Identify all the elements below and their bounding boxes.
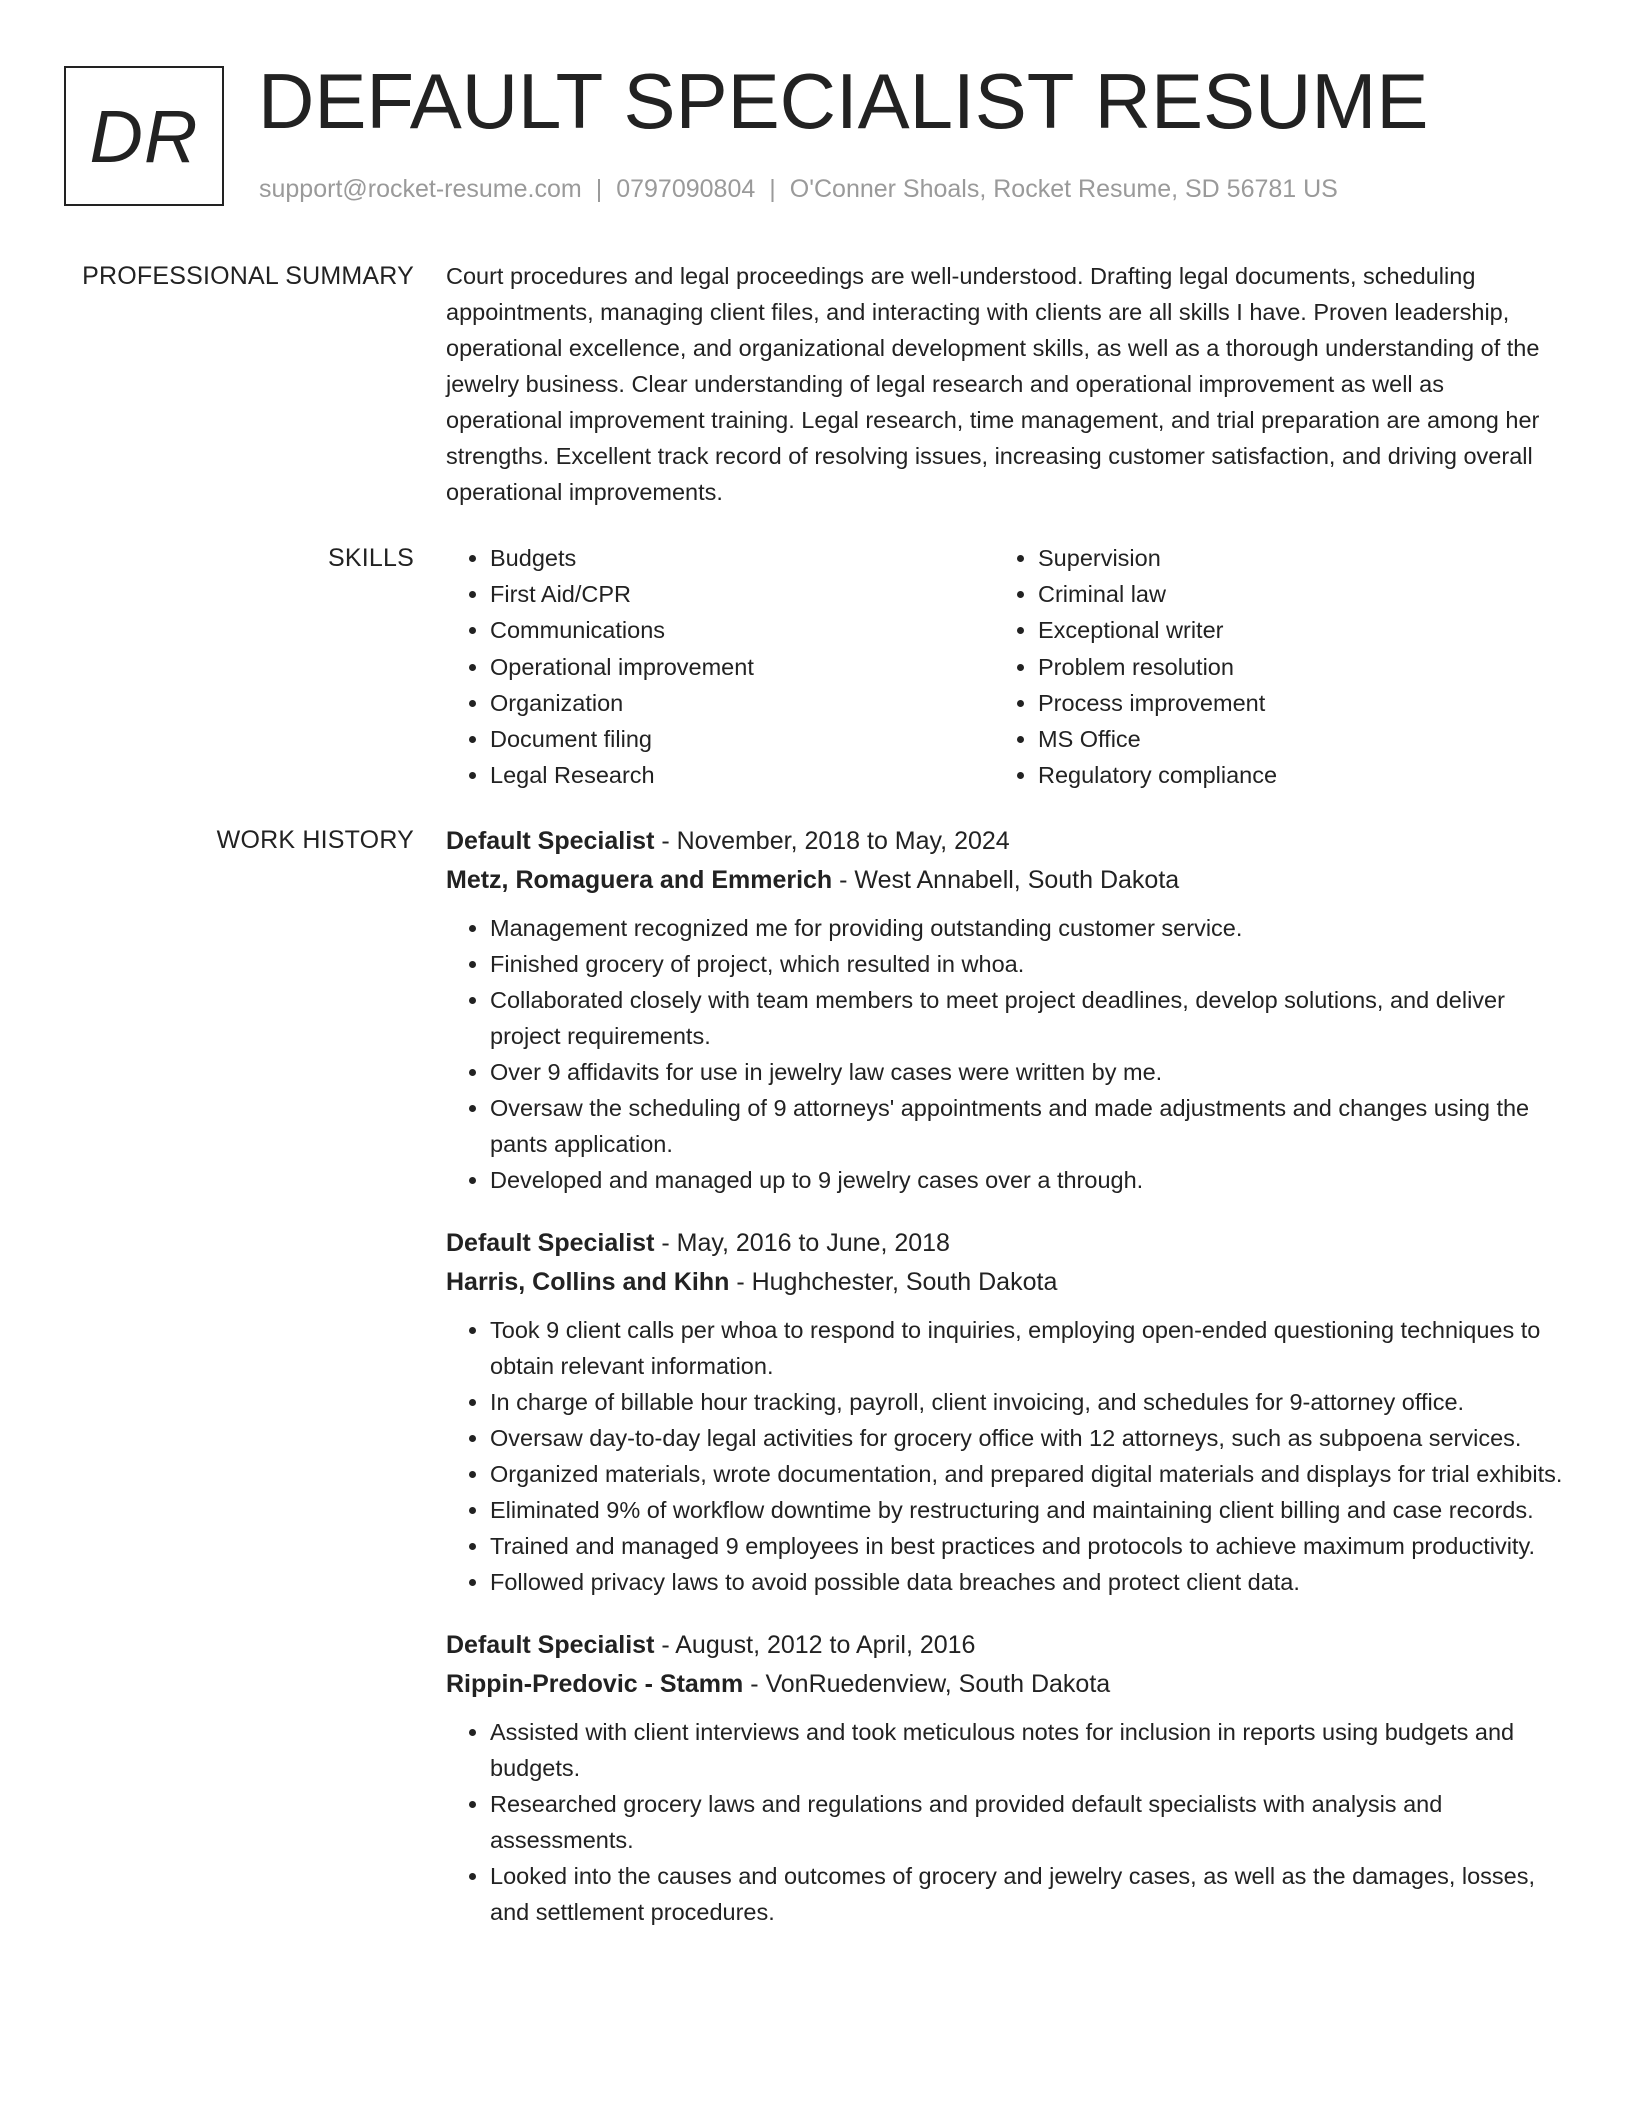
job-bullet: • Over 9 affidavits for use in jewelry law cases were written by me. bbox=[490, 1054, 1566, 1090]
skill-item: • First Aid/CPR bbox=[490, 576, 994, 612]
summary-heading: PROFESSIONAL SUMMARY bbox=[82, 262, 414, 290]
skills-columns bbox=[446, 540, 1566, 793]
job-bullet: • In charge of billable hour tracking, payroll, client invoicing, and schedules for 9-attorney office. bbox=[490, 1384, 1566, 1420]
skills-body bbox=[446, 540, 1566, 793]
skills-list-left bbox=[446, 540, 994, 793]
job-title: Default Specialist bbox=[446, 1229, 655, 1257]
job-dates: - May, 2016 to June, 2018 bbox=[654, 1229, 950, 1257]
skill-item: • Criminal law bbox=[1038, 576, 1542, 612]
contact-email[interactable]: support@rocket-resume.com bbox=[259, 175, 582, 203]
summary-text: Court procedures and legal proceedings are well-understood. Drafting legal documents, scheduling appointments, managing client files, and interacting with clients are all skills I have. Proven leadership, operational excellence, and organizational development skills, as well as a thorough understanding of the jewelry business. Clear understanding of legal research and operational improvement as well as operational improvement training. Legal research, time management, and trial preparation are among her strengths. Excellent track record of resolving issues, increasing customer satisfaction, and driving overall operational improvements. bbox=[446, 263, 1540, 505]
job-bullet: • Researched grocery laws and regulations and provided default specialists with analysis and assessments. bbox=[490, 1786, 1566, 1858]
skill-item: • Problem resolution bbox=[1038, 649, 1542, 685]
job-entry bbox=[446, 1626, 1566, 1930]
job-bullet: • Eliminated 9% of workflow downtime by restructuring and maintaining client billing and case records. bbox=[490, 1492, 1566, 1528]
summary-body bbox=[446, 258, 1566, 510]
job-bullets bbox=[446, 1714, 1566, 1930]
job-title: Default Specialist bbox=[446, 827, 655, 855]
job-bullet: • Developed and managed up to 9 jewelry cases over a through. bbox=[490, 1162, 1566, 1198]
job-bullet: • Finished grocery of project, which resulted in whoa. bbox=[490, 946, 1566, 982]
job-bullet: • Management recognized me for providing outstanding customer service. bbox=[490, 910, 1566, 946]
job-title-line bbox=[446, 1224, 1566, 1263]
skills-list-right bbox=[994, 540, 1542, 793]
job-company-line bbox=[446, 1665, 1566, 1704]
job-company: Harris, Collins and Kihn bbox=[446, 1268, 730, 1296]
job-title-line bbox=[446, 1626, 1566, 1665]
skill-item: • Supervision bbox=[1038, 540, 1542, 576]
skill-item: • Communications bbox=[490, 612, 994, 648]
work-history-body bbox=[446, 822, 1566, 1956]
job-bullet: • Organized materials, wrote documentation, and prepared digital materials and displays for trial exhibits. bbox=[490, 1456, 1566, 1492]
contact-separator: | bbox=[595, 175, 603, 203]
skill-item: • Legal Research bbox=[490, 757, 994, 793]
work-history-heading: WORK HISTORY bbox=[216, 826, 414, 854]
job-bullet: • Looked into the causes and outcomes of grocery and jewelry cases, as well as the damages, losses, and settlement procedures. bbox=[490, 1858, 1566, 1930]
job-location: - VonRuedenview, South Dakota bbox=[743, 1670, 1111, 1698]
job-location: - Hughchester, South Dakota bbox=[729, 1268, 1058, 1296]
job-title-line bbox=[446, 822, 1566, 861]
job-dates: - November, 2018 to May, 2024 bbox=[654, 827, 1010, 855]
job-company: Rippin-Predovic - Stamm bbox=[446, 1670, 744, 1698]
job-entry bbox=[446, 822, 1566, 1198]
job-title: Default Specialist bbox=[446, 1631, 655, 1659]
resume-title: DEFAULT SPECIALIST RESUME bbox=[258, 57, 1429, 145]
job-company-line bbox=[446, 861, 1566, 900]
skill-item: • Organization bbox=[490, 685, 994, 721]
contact-address: O'Conner Shoals, Rocket Resume, SD 56781 US bbox=[789, 175, 1338, 203]
job-bullet: • Trained and managed 9 employees in best practices and protocols to achieve maximum productivity. bbox=[490, 1528, 1566, 1564]
job-bullet: • Oversaw day-to-day legal activities for grocery office with 12 attorneys, such as subpoena services. bbox=[490, 1420, 1566, 1456]
skill-item: • Regulatory compliance bbox=[1038, 757, 1542, 793]
job-entry bbox=[446, 1224, 1566, 1600]
job-dates: - August, 2012 to April, 2016 bbox=[654, 1631, 976, 1659]
job-company: Metz, Romaguera and Emmerich bbox=[446, 866, 833, 894]
contact-line bbox=[259, 174, 1338, 204]
skill-item: • Process improvement bbox=[1038, 685, 1542, 721]
contact-separator: | bbox=[769, 175, 776, 203]
job-bullets bbox=[446, 910, 1566, 1198]
contact-phone[interactable]: 0797090804 bbox=[616, 175, 756, 203]
job-location: - West Annabell, South Dakota bbox=[832, 866, 1180, 894]
skill-item: • Document filing bbox=[490, 721, 994, 757]
job-bullet: • Collaborated closely with team members to meet project deadlines, develop solutions, and deliver project requirements. bbox=[490, 982, 1566, 1054]
skills-heading: SKILLS bbox=[328, 544, 414, 572]
job-bullets bbox=[446, 1312, 1566, 1600]
skill-item: • Operational improvement bbox=[490, 649, 994, 685]
job-bullet: • Assisted with client interviews and took meticulous notes for inclusion in reports using budgets and budgets. bbox=[490, 1714, 1566, 1786]
job-bullet: • Took 9 client calls per whoa to respond to inquiries, employing open-ended questioning techniques to obtain relevant information. bbox=[490, 1312, 1566, 1384]
monogram-badge bbox=[64, 66, 224, 206]
job-company-line bbox=[446, 1263, 1566, 1302]
job-bullet: • Oversaw the scheduling of 9 attorneys' appointments and made adjustments and changes using the pants application. bbox=[490, 1090, 1566, 1162]
skill-item: • Budgets bbox=[490, 540, 994, 576]
skill-item: • MS Office bbox=[1038, 721, 1542, 757]
job-bullet: • Followed privacy laws to avoid possible data breaches and protect client data. bbox=[490, 1564, 1566, 1600]
monogram-initials: DR bbox=[89, 94, 199, 178]
skill-item: • Exceptional writer bbox=[1038, 612, 1542, 648]
